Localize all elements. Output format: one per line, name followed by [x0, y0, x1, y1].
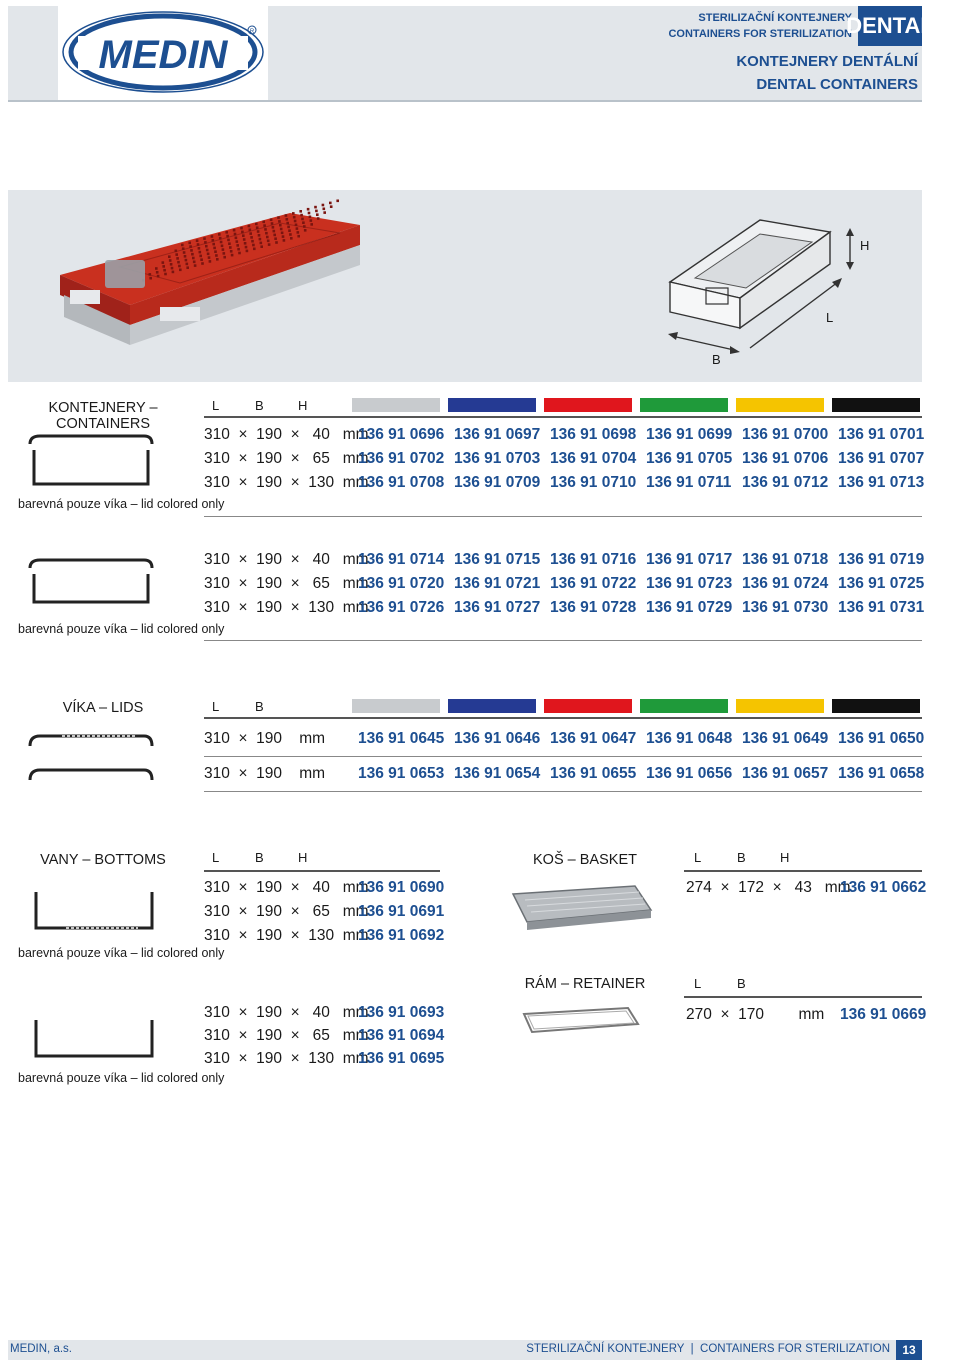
containers-g1-row-2-code-3: 136 91 0711 [646, 474, 732, 491]
containers-title: KONTEJNERY – CONTAINERS [48, 400, 158, 432]
bottoms-header-h: H [298, 850, 308, 865]
header-line1: STERILIZAČNÍ KONTEJNERY [698, 12, 852, 24]
containers-g2-row-0-code-2: 136 91 0716 [550, 551, 637, 568]
containers-g2-row-1-code-1: 136 91 0721 [454, 575, 541, 592]
lids-row-0-code-3: 136 91 0648 [646, 730, 733, 747]
containers-caption-1: barevná pouze víka – lid colored only [18, 497, 225, 511]
color-swatch-lids-1 [448, 699, 536, 713]
containers-g1-row-1-code-2: 136 91 0704 [550, 450, 637, 467]
containers-g2-row-2-code-4: 136 91 0730 [742, 599, 829, 616]
containers-g1-row-2-code-1: 136 91 0709 [454, 474, 541, 491]
bottoms-caption-1: barevná pouze víka – lid colored only [18, 946, 225, 960]
color-swatch-lids-5 [832, 699, 920, 713]
lids-row-1-code-4: 136 91 0657 [742, 765, 829, 782]
retainer-header-b: B [737, 976, 746, 991]
color-swatch-containers-4 [736, 398, 824, 412]
basket-header-b: B [737, 850, 746, 865]
lids-title: VÍKA – LIDS [62, 700, 144, 716]
containers-g1-row-0-code-1: 136 91 0697 [454, 426, 541, 443]
containers-g1-row-1-code-4: 136 91 0706 [742, 450, 829, 467]
basket-title: KOŠ – BASKET [533, 852, 637, 868]
retainer-photo [518, 1004, 642, 1036]
page-number: 13 [896, 1340, 922, 1360]
containers-divider1 [204, 516, 922, 517]
lids-row-1-code-1: 136 91 0654 [454, 765, 541, 782]
footer-company: MEDIN, a.s. [10, 1343, 72, 1355]
retainer-title: RÁM – RETAINER [524, 976, 646, 992]
containers-g2-row-2-code-1: 136 91 0727 [454, 599, 541, 616]
containers-g1-row-0-code-0: 136 91 0696 [358, 426, 445, 443]
containers-caption-2: barevná pouze víka – lid colored only [18, 622, 225, 636]
header-rule [8, 100, 922, 102]
containers-divider2 [204, 640, 922, 641]
containers-g1-row-1-code-3: 136 91 0705 [646, 450, 733, 467]
containers-g2-row-0-code-5: 136 91 0719 [838, 551, 925, 568]
lids-row-1-code-3: 136 91 0656 [646, 765, 733, 782]
color-swatch-containers-1 [448, 398, 536, 412]
bottoms-g1-row-2-dim: 310 × 190 × 130 mm [204, 927, 369, 944]
bottom-profile-icon-2 [30, 1012, 160, 1062]
containers-g2-row-2-code-2: 136 91 0728 [550, 599, 637, 616]
basket-code: 136 91 0662 [840, 879, 927, 896]
basket-header-l: L [694, 850, 702, 865]
lids-row-0-code-1: 136 91 0646 [454, 730, 541, 747]
color-swatch-lids-2 [544, 699, 632, 713]
containers-g1-row-0-code-3: 136 91 0699 [646, 426, 733, 443]
containers-g1-row-2-code-0: 136 91 0708 [358, 474, 445, 491]
medin-logo [58, 6, 268, 101]
containers-header-b: B [255, 398, 264, 413]
lids-rule [204, 717, 922, 719]
container-profile-icon-1 [26, 432, 156, 490]
diagram-label-b: B [712, 352, 721, 367]
lids-row-0-code-2: 136 91 0647 [550, 730, 637, 747]
containers-g1-row-0-code-2: 136 91 0698 [550, 426, 637, 443]
title-cz: KONTEJNERY DENTÁLNÍ [736, 53, 918, 70]
lids-divider2 [204, 791, 922, 792]
title-en: DENTAL CONTAINERS [756, 76, 918, 93]
lid-profile-icon-2 [26, 766, 156, 782]
lids-row-1-code-2: 136 91 0655 [550, 765, 637, 782]
lids-row-1-dim: 310 × 190 mm [204, 765, 326, 782]
lids-row-0-code-0: 136 91 0645 [358, 730, 445, 747]
diagram-label-h: H [860, 238, 870, 253]
containers-g2-row-0-code-4: 136 91 0718 [742, 551, 829, 568]
containers-g1-row-2-code-5: 136 91 0713 [838, 474, 925, 491]
diagram-label-l: L [826, 310, 834, 325]
containers-g1-row-0-dim: 310 × 190 × 40 mm [204, 426, 369, 443]
bottoms-rule [204, 870, 440, 872]
bottoms-g1-row-0-dim: 310 × 190 × 40 mm [204, 879, 369, 896]
bottoms-g2-row-0-dim: 310 × 190 × 40 mm [204, 1004, 369, 1021]
lids-row-1-code-0: 136 91 0653 [358, 765, 445, 782]
lids-row-0-code-4: 136 91 0649 [742, 730, 829, 747]
containers-g1-row-1-code-0: 136 91 0702 [358, 450, 445, 467]
bottoms-header-l: L [212, 850, 220, 865]
containers-g2-row-0-code-0: 136 91 0714 [358, 551, 445, 568]
retainer-dim: 270 × 170 mm [686, 1006, 825, 1023]
containers-g2-row-1-code-2: 136 91 0722 [550, 575, 637, 592]
containers-g2-row-0-dim: 310 × 190 × 40 mm [204, 551, 369, 568]
containers-g1-row-0-code-5: 136 91 0701 [838, 426, 925, 443]
bottoms-caption-2: barevná pouze víka – lid colored only [18, 1071, 225, 1085]
lids-header-b: B [255, 699, 264, 714]
containers-g1-row-1-dim: 310 × 190 × 65 mm [204, 450, 369, 467]
containers-g1-row-2-dim: 310 × 190 × 130 mm [204, 474, 369, 491]
bottoms-g2-row-2-dim: 310 × 190 × 130 mm [204, 1050, 369, 1067]
basket-rule [684, 870, 922, 872]
bottoms-g1-row-1-dim: 310 × 190 × 65 mm [204, 903, 369, 920]
container-dimension-diagram [660, 212, 880, 372]
bottoms-g1-row-1-code: 136 91 0691 [358, 903, 445, 920]
lids-row-0-code-5: 136 91 0650 [838, 730, 925, 747]
basket-header-h: H [780, 850, 790, 865]
container-profile-icon-2 [26, 556, 156, 614]
svg-text:R: R [249, 29, 255, 35]
logo-wordmark: MEDIN [98, 33, 228, 77]
bottoms-g2-row-1-code: 136 91 0694 [358, 1027, 445, 1044]
containers-g2-row-1-code-0: 136 91 0720 [358, 575, 445, 592]
containers-g1-row-2-code-2: 136 91 0710 [550, 474, 637, 491]
red-container-photo [50, 195, 370, 355]
color-swatch-containers-5 [832, 398, 920, 412]
color-swatch-lids-3 [640, 699, 728, 713]
containers-g1-row-1-code-1: 136 91 0703 [454, 450, 541, 467]
color-swatch-containers-3 [640, 398, 728, 412]
containers-g1-row-1-code-5: 136 91 0707 [838, 450, 925, 467]
containers-header-h: H [298, 398, 308, 413]
containers-g2-row-2-code-5: 136 91 0731 [838, 599, 925, 616]
lids-header-l: L [212, 699, 220, 714]
basket-dim: 274 × 172 × 43 mm [686, 879, 851, 896]
retainer-header-l: L [694, 976, 702, 991]
containers-g2-row-1-dim: 310 × 190 × 65 mm [204, 575, 369, 592]
basket-photo [505, 880, 655, 930]
header-line2: CONTAINERS FOR STERILIZATION [668, 28, 852, 40]
containers-g2-row-2-dim: 310 × 190 × 130 mm [204, 599, 369, 616]
containers-g2-row-1-code-3: 136 91 0723 [646, 575, 733, 592]
lids-divider1 [204, 756, 922, 757]
containers-g1-row-0-code-4: 136 91 0700 [742, 426, 829, 443]
bottoms-g1-row-2-code: 136 91 0692 [358, 927, 445, 944]
containers-g2-row-0-code-1: 136 91 0715 [454, 551, 541, 568]
retainer-code: 136 91 0669 [840, 1006, 927, 1023]
containers-header-l: L [212, 398, 220, 413]
lid-profile-icon-1 [26, 732, 156, 748]
footer-text: STERILIZAČNÍ KONTEJNERY | CONTAINERS FOR STERILIZATION [526, 1343, 890, 1355]
color-swatch-lids-4 [736, 699, 824, 713]
bottoms-g2-row-1-dim: 310 × 190 × 65 mm [204, 1027, 369, 1044]
containers-g1-row-2-code-4: 136 91 0712 [742, 474, 829, 491]
color-swatch-lids-0 [352, 699, 440, 713]
bottom-profile-icon-1 [30, 884, 160, 934]
containers-g2-row-0-code-3: 136 91 0717 [646, 551, 733, 568]
containers-g2-row-2-code-3: 136 91 0729 [646, 599, 733, 616]
bottoms-g2-row-0-code: 136 91 0693 [358, 1004, 445, 1021]
containers-g2-row-2-code-0: 136 91 0726 [358, 599, 445, 616]
retainer-rule [684, 996, 922, 998]
containers-g2-row-1-code-5: 136 91 0725 [838, 575, 925, 592]
bottoms-g1-row-0-code: 136 91 0690 [358, 879, 445, 896]
lids-row-0-dim: 310 × 190 mm [204, 730, 326, 747]
logo-box [58, 6, 268, 101]
containers-rule [204, 416, 922, 418]
dental-badge: DENTAL [858, 6, 922, 46]
bottoms-g2-row-2-code: 136 91 0695 [358, 1050, 445, 1067]
color-swatch-containers-0 [352, 398, 440, 412]
bottoms-title: VANY – BOTTOMS [40, 852, 166, 868]
color-swatch-containers-2 [544, 398, 632, 412]
lids-row-1-code-5: 136 91 0658 [838, 765, 925, 782]
bottoms-header-b: B [255, 850, 264, 865]
containers-g2-row-1-code-4: 136 91 0724 [742, 575, 829, 592]
